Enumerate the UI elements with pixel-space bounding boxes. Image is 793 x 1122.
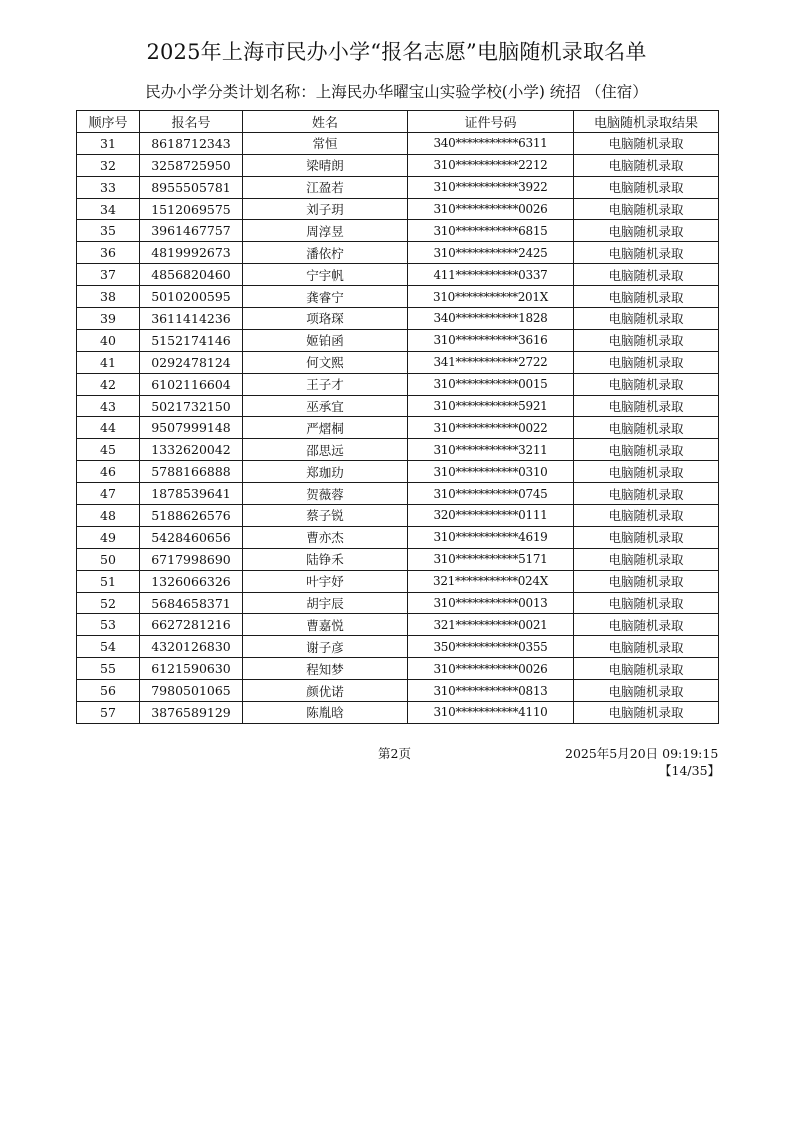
cell-result: 电脑随机录取 bbox=[574, 548, 719, 570]
table-row bbox=[77, 505, 719, 527]
cell-result: 电脑随机录取 bbox=[574, 702, 719, 724]
cell-name: 何文熙 bbox=[243, 351, 408, 373]
cell-id: 310***********0026 bbox=[408, 658, 574, 680]
cell-id: 310***********0310 bbox=[408, 461, 574, 483]
cell-seq: 39 bbox=[77, 308, 140, 330]
cell-id: 350***********0355 bbox=[408, 636, 574, 658]
cell-seq: 56 bbox=[77, 680, 140, 702]
cell-id: 310***********0026 bbox=[408, 198, 574, 220]
cell-result: 电脑随机录取 bbox=[574, 483, 719, 505]
cell-reg: 3258725950 bbox=[140, 154, 243, 176]
cell-name: 叶宇妤 bbox=[243, 570, 408, 592]
cell-result: 电脑随机录取 bbox=[574, 417, 719, 439]
cell-id: 310***********2212 bbox=[408, 154, 574, 176]
cell-result: 电脑随机录取 bbox=[574, 264, 719, 286]
cell-name: 蔡子锐 bbox=[243, 505, 408, 527]
cell-id: 310***********4619 bbox=[408, 526, 574, 548]
cell-result: 电脑随机录取 bbox=[574, 329, 719, 351]
cell-reg: 9507999148 bbox=[140, 417, 243, 439]
cell-result: 电脑随机录取 bbox=[574, 636, 719, 658]
cell-seq: 47 bbox=[77, 483, 140, 505]
table-row bbox=[77, 154, 719, 176]
cell-result: 电脑随机录取 bbox=[574, 505, 719, 527]
cell-reg: 1878539641 bbox=[140, 483, 243, 505]
table-row bbox=[77, 526, 719, 548]
cell-reg: 5188626576 bbox=[140, 505, 243, 527]
cell-name: 宁宇帆 bbox=[243, 264, 408, 286]
cell-name: 江盈若 bbox=[243, 176, 408, 198]
cell-id: 310***********0015 bbox=[408, 373, 574, 395]
cell-name: 邵思远 bbox=[243, 439, 408, 461]
table-row bbox=[77, 242, 719, 264]
cell-result: 电脑随机录取 bbox=[574, 154, 719, 176]
cell-name: 龚睿宁 bbox=[243, 286, 408, 308]
plan-subtitle: 民办小学分类计划名称：上海民办华曜宝山实验学校(小学) 统招 （住宿） bbox=[145, 83, 648, 101]
table-row bbox=[77, 483, 719, 505]
cell-reg: 7980501065 bbox=[140, 680, 243, 702]
cell-id: 310***********5921 bbox=[408, 395, 574, 417]
cell-reg: 5021732150 bbox=[140, 395, 243, 417]
cell-id: 321***********024X bbox=[408, 570, 574, 592]
cell-seq: 31 bbox=[77, 132, 140, 154]
cell-name: 梁晴朗 bbox=[243, 154, 408, 176]
cell-seq: 36 bbox=[77, 242, 140, 264]
cell-seq: 37 bbox=[77, 264, 140, 286]
cell-id: 340***********1828 bbox=[408, 308, 574, 330]
cell-seq: 35 bbox=[77, 220, 140, 242]
cell-result: 电脑随机录取 bbox=[574, 614, 719, 636]
table-row bbox=[77, 329, 719, 351]
header-name: 姓名 bbox=[243, 111, 408, 133]
cell-reg: 5788166888 bbox=[140, 461, 243, 483]
cell-name: 巫承宜 bbox=[243, 395, 408, 417]
cell-result: 电脑随机录取 bbox=[574, 373, 719, 395]
table-row bbox=[77, 220, 719, 242]
table-row bbox=[77, 286, 719, 308]
cell-result: 电脑随机录取 bbox=[574, 286, 719, 308]
cell-seq: 38 bbox=[77, 286, 140, 308]
cell-name: 王子才 bbox=[243, 373, 408, 395]
cell-name: 刘子玥 bbox=[243, 198, 408, 220]
cell-seq: 43 bbox=[77, 395, 140, 417]
cell-id: 310***********6815 bbox=[408, 220, 574, 242]
header-reg: 报名号 bbox=[140, 111, 243, 133]
cell-name: 严熠桐 bbox=[243, 417, 408, 439]
cell-reg: 8955505781 bbox=[140, 176, 243, 198]
cell-id: 310***********3211 bbox=[408, 439, 574, 461]
table-row bbox=[77, 308, 719, 330]
cell-seq: 52 bbox=[77, 592, 140, 614]
cell-name: 胡宇辰 bbox=[243, 592, 408, 614]
cell-name: 程知梦 bbox=[243, 658, 408, 680]
header-id: 证件号码 bbox=[408, 111, 574, 133]
cell-reg: 3611414236 bbox=[140, 308, 243, 330]
cell-reg: 5152174146 bbox=[140, 329, 243, 351]
cell-result: 电脑随机录取 bbox=[574, 570, 719, 592]
record-count: 【14/35】 bbox=[659, 763, 721, 778]
cell-name: 潘依柠 bbox=[243, 242, 408, 264]
cell-id: 320***********0111 bbox=[408, 505, 574, 527]
cell-id: 341***********2722 bbox=[408, 351, 574, 373]
cell-name: 谢子彦 bbox=[243, 636, 408, 658]
cell-reg: 3961467757 bbox=[140, 220, 243, 242]
cell-id: 310***********5171 bbox=[408, 548, 574, 570]
table-row bbox=[77, 592, 719, 614]
table-row bbox=[77, 176, 719, 198]
cell-id: 310***********0013 bbox=[408, 592, 574, 614]
cell-id: 310***********0813 bbox=[408, 680, 574, 702]
admission-table bbox=[76, 110, 719, 724]
cell-reg: 1332620042 bbox=[140, 439, 243, 461]
cell-result: 电脑随机录取 bbox=[574, 198, 719, 220]
cell-reg: 5010200595 bbox=[140, 286, 243, 308]
cell-seq: 57 bbox=[77, 702, 140, 724]
table-row bbox=[77, 570, 719, 592]
header-seq: 顺序号 bbox=[77, 111, 140, 133]
table-row bbox=[77, 132, 719, 154]
cell-seq: 55 bbox=[77, 658, 140, 680]
table-row bbox=[77, 417, 719, 439]
cell-name: 郑珈玏 bbox=[243, 461, 408, 483]
cell-id: 340***********6311 bbox=[408, 132, 574, 154]
cell-seq: 44 bbox=[77, 417, 140, 439]
cell-result: 电脑随机录取 bbox=[574, 308, 719, 330]
cell-result: 电脑随机录取 bbox=[574, 176, 719, 198]
cell-id: 310***********201X bbox=[408, 286, 574, 308]
cell-result: 电脑随机录取 bbox=[574, 132, 719, 154]
table-row bbox=[77, 614, 719, 636]
table-row bbox=[77, 636, 719, 658]
table-header-row bbox=[77, 111, 719, 133]
cell-name: 曹亦杰 bbox=[243, 526, 408, 548]
table-row bbox=[77, 548, 719, 570]
cell-result: 电脑随机录取 bbox=[574, 242, 719, 264]
cell-id: 310***********2425 bbox=[408, 242, 574, 264]
cell-seq: 42 bbox=[77, 373, 140, 395]
cell-reg: 6717998690 bbox=[140, 548, 243, 570]
cell-result: 电脑随机录取 bbox=[574, 220, 719, 242]
page-number: 第2页 bbox=[378, 746, 411, 761]
cell-id: 310***********3616 bbox=[408, 329, 574, 351]
table-row bbox=[77, 439, 719, 461]
cell-seq: 46 bbox=[77, 461, 140, 483]
header-result: 电脑随机录取结果 bbox=[574, 111, 719, 133]
cell-id: 310***********0745 bbox=[408, 483, 574, 505]
cell-reg: 4320126830 bbox=[140, 636, 243, 658]
cell-id: 321***********0021 bbox=[408, 614, 574, 636]
cell-result: 电脑随机录取 bbox=[574, 592, 719, 614]
cell-result: 电脑随机录取 bbox=[574, 395, 719, 417]
cell-name: 颜优诺 bbox=[243, 680, 408, 702]
cell-seq: 50 bbox=[77, 548, 140, 570]
cell-name: 常恒 bbox=[243, 132, 408, 154]
cell-seq: 34 bbox=[77, 198, 140, 220]
cell-id: 310***********4110 bbox=[408, 702, 574, 724]
cell-reg: 1512069575 bbox=[140, 198, 243, 220]
cell-seq: 48 bbox=[77, 505, 140, 527]
cell-reg: 4856820460 bbox=[140, 264, 243, 286]
cell-reg: 3876589129 bbox=[140, 702, 243, 724]
cell-result: 电脑随机录取 bbox=[574, 680, 719, 702]
cell-result: 电脑随机录取 bbox=[574, 658, 719, 680]
cell-reg: 6627281216 bbox=[140, 614, 243, 636]
cell-name: 周淳昱 bbox=[243, 220, 408, 242]
cell-seq: 40 bbox=[77, 329, 140, 351]
cell-id: 310***********3922 bbox=[408, 176, 574, 198]
table-row bbox=[77, 658, 719, 680]
cell-reg: 6102116604 bbox=[140, 373, 243, 395]
cell-reg: 5684658371 bbox=[140, 592, 243, 614]
cell-name: 贺薇蓉 bbox=[243, 483, 408, 505]
cell-seq: 32 bbox=[77, 154, 140, 176]
cell-seq: 54 bbox=[77, 636, 140, 658]
cell-reg: 0292478124 bbox=[140, 351, 243, 373]
cell-seq: 49 bbox=[77, 526, 140, 548]
cell-result: 电脑随机录取 bbox=[574, 461, 719, 483]
cell-name: 陆铮禾 bbox=[243, 548, 408, 570]
table-row bbox=[77, 373, 719, 395]
cell-id: 310***********0022 bbox=[408, 417, 574, 439]
cell-result: 电脑随机录取 bbox=[574, 526, 719, 548]
table-row bbox=[77, 351, 719, 373]
cell-name: 姬铂函 bbox=[243, 329, 408, 351]
cell-reg: 1326066326 bbox=[140, 570, 243, 592]
table-row bbox=[77, 198, 719, 220]
cell-reg: 8618712343 bbox=[140, 132, 243, 154]
cell-reg: 5428460656 bbox=[140, 526, 243, 548]
cell-reg: 6121590630 bbox=[140, 658, 243, 680]
table-row bbox=[77, 702, 719, 724]
cell-result: 电脑随机录取 bbox=[574, 439, 719, 461]
cell-name: 陈胤晗 bbox=[243, 702, 408, 724]
table-row bbox=[77, 264, 719, 286]
document-title: 2025年上海市民办小学“报名志愿”电脑随机录取名单 bbox=[146, 40, 647, 64]
cell-seq: 45 bbox=[77, 439, 140, 461]
table-row bbox=[77, 395, 719, 417]
cell-seq: 51 bbox=[77, 570, 140, 592]
cell-id: 411***********0337 bbox=[408, 264, 574, 286]
print-timestamp: 2025年5月20日 09:19:15 bbox=[565, 746, 719, 761]
cell-reg: 4819992673 bbox=[140, 242, 243, 264]
cell-seq: 33 bbox=[77, 176, 140, 198]
cell-seq: 53 bbox=[77, 614, 140, 636]
table-row bbox=[77, 461, 719, 483]
cell-seq: 41 bbox=[77, 351, 140, 373]
table-row bbox=[77, 680, 719, 702]
cell-name: 项珞琛 bbox=[243, 308, 408, 330]
cell-name: 曹嘉悦 bbox=[243, 614, 408, 636]
cell-result: 电脑随机录取 bbox=[574, 351, 719, 373]
